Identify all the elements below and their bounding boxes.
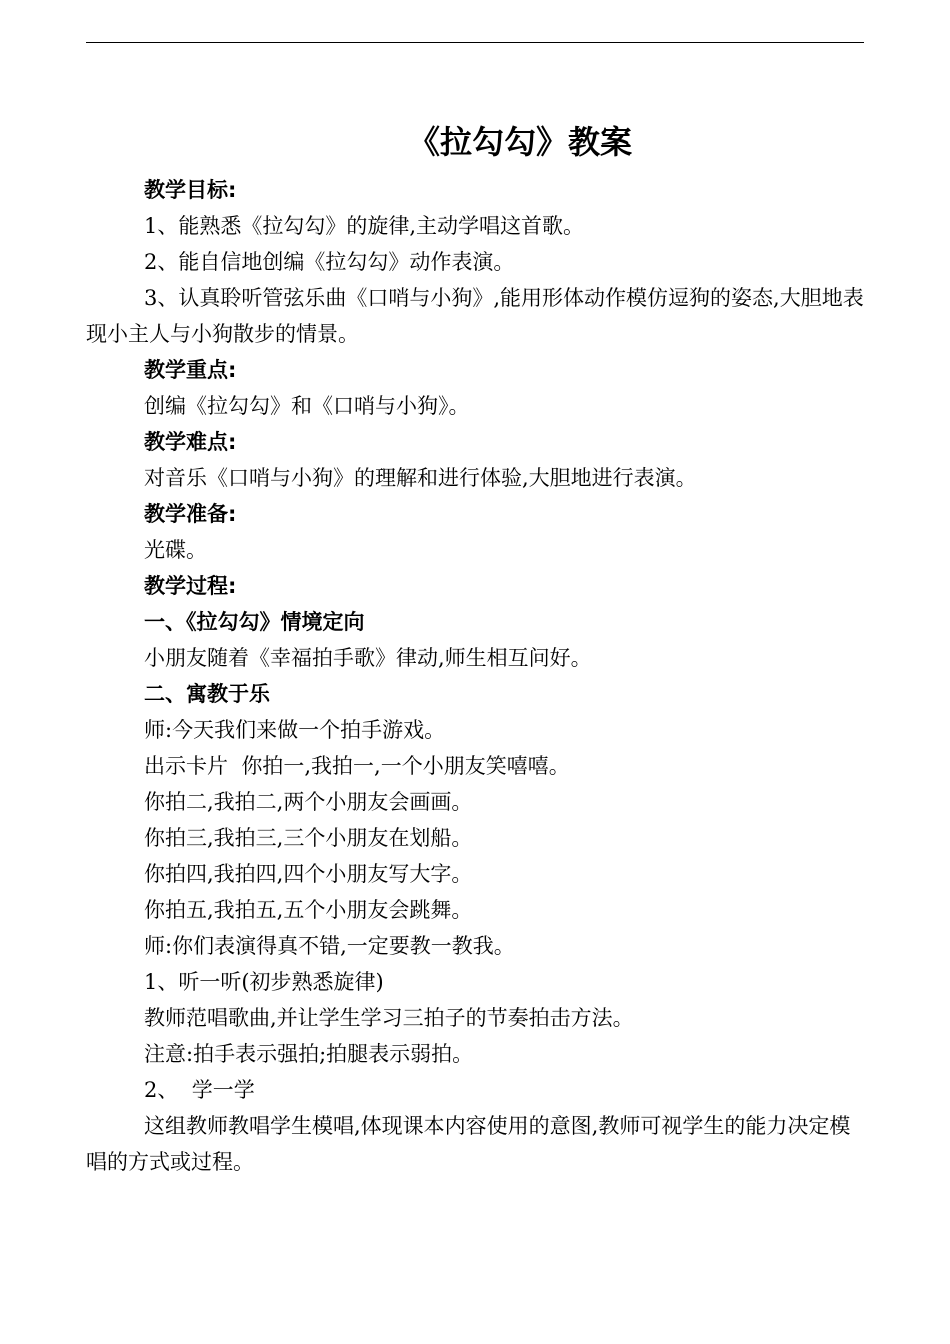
step-2-line: 教师范唱歌曲,并让学生学习三拍子的节奏拍击方法。 bbox=[144, 1006, 634, 1030]
step-2-line: 你拍二,我拍二,两个小朋友会画画。 bbox=[144, 790, 473, 814]
objective-item: 2、能自信地创编《拉勾勾》动作表演。 bbox=[144, 250, 515, 274]
preparation-heading: 教学准备: bbox=[144, 502, 237, 526]
preparation-text: 光碟。 bbox=[144, 538, 207, 562]
closing-paragraph: 这组教师教唱学生模唱,体现课本内容使用的意图,教师可视学生的能力决定模唱的方式或过程。 bbox=[86, 1114, 851, 1174]
step-2-line: 你拍四,我拍四,四个小朋友写大字。 bbox=[144, 862, 473, 886]
key-points-heading: 教学重点: bbox=[144, 358, 237, 382]
header-rule bbox=[86, 42, 864, 43]
step-2-line: 2、 学一学 bbox=[144, 1078, 255, 1102]
document-title: 《拉勾勾》教案 bbox=[407, 123, 632, 161]
step-2-heading: 二、寓教于乐 bbox=[144, 682, 270, 706]
step-1-text: 小朋友随着《幸福拍手歌》律动,师生相互问好。 bbox=[144, 646, 592, 670]
step-1-heading: 一、《拉勾勾》情境定向 bbox=[144, 610, 365, 634]
step-2-line: 注意:拍手表示强拍;拍腿表示弱拍。 bbox=[144, 1042, 474, 1066]
step-2-line: 你拍五,我拍五,五个小朋友会跳舞。 bbox=[144, 898, 473, 922]
step-2-line: 出示卡片 你拍一,我拍一,一个小朋友笑嘻嘻。 bbox=[144, 754, 570, 778]
objective-item: 3、认真聆听管弦乐曲《口哨与小狗》,能用形体动作模仿逗狗的姿态,大胆地表现小主人与小狗散步的情景。 bbox=[86, 286, 864, 346]
step-2-line: 你拍三,我拍三,三个小朋友在划船。 bbox=[144, 826, 473, 850]
key-points-text: 创编《拉勾勾》和《口哨与小狗》。 bbox=[144, 394, 470, 418]
objective-item: 1、能熟悉《拉勾勾》的旋律,主动学唱这首歌。 bbox=[144, 214, 585, 238]
objectives-heading: 教学目标: bbox=[144, 178, 237, 202]
step-2-line: 师:今天我们来做一个拍手游戏。 bbox=[144, 718, 446, 742]
step-2-line: 1、听一听(初步熟悉旋律) bbox=[144, 970, 384, 994]
difficulties-text: 对音乐《口哨与小狗》的理解和进行体验,大胆地进行表演。 bbox=[144, 466, 697, 490]
document-body bbox=[86, 172, 864, 1180]
process-heading: 教学过程: bbox=[144, 574, 237, 598]
step-2-line: 师:你们表演得真不错,一定要教一教我。 bbox=[144, 934, 515, 958]
difficulties-heading: 教学难点: bbox=[144, 430, 237, 454]
